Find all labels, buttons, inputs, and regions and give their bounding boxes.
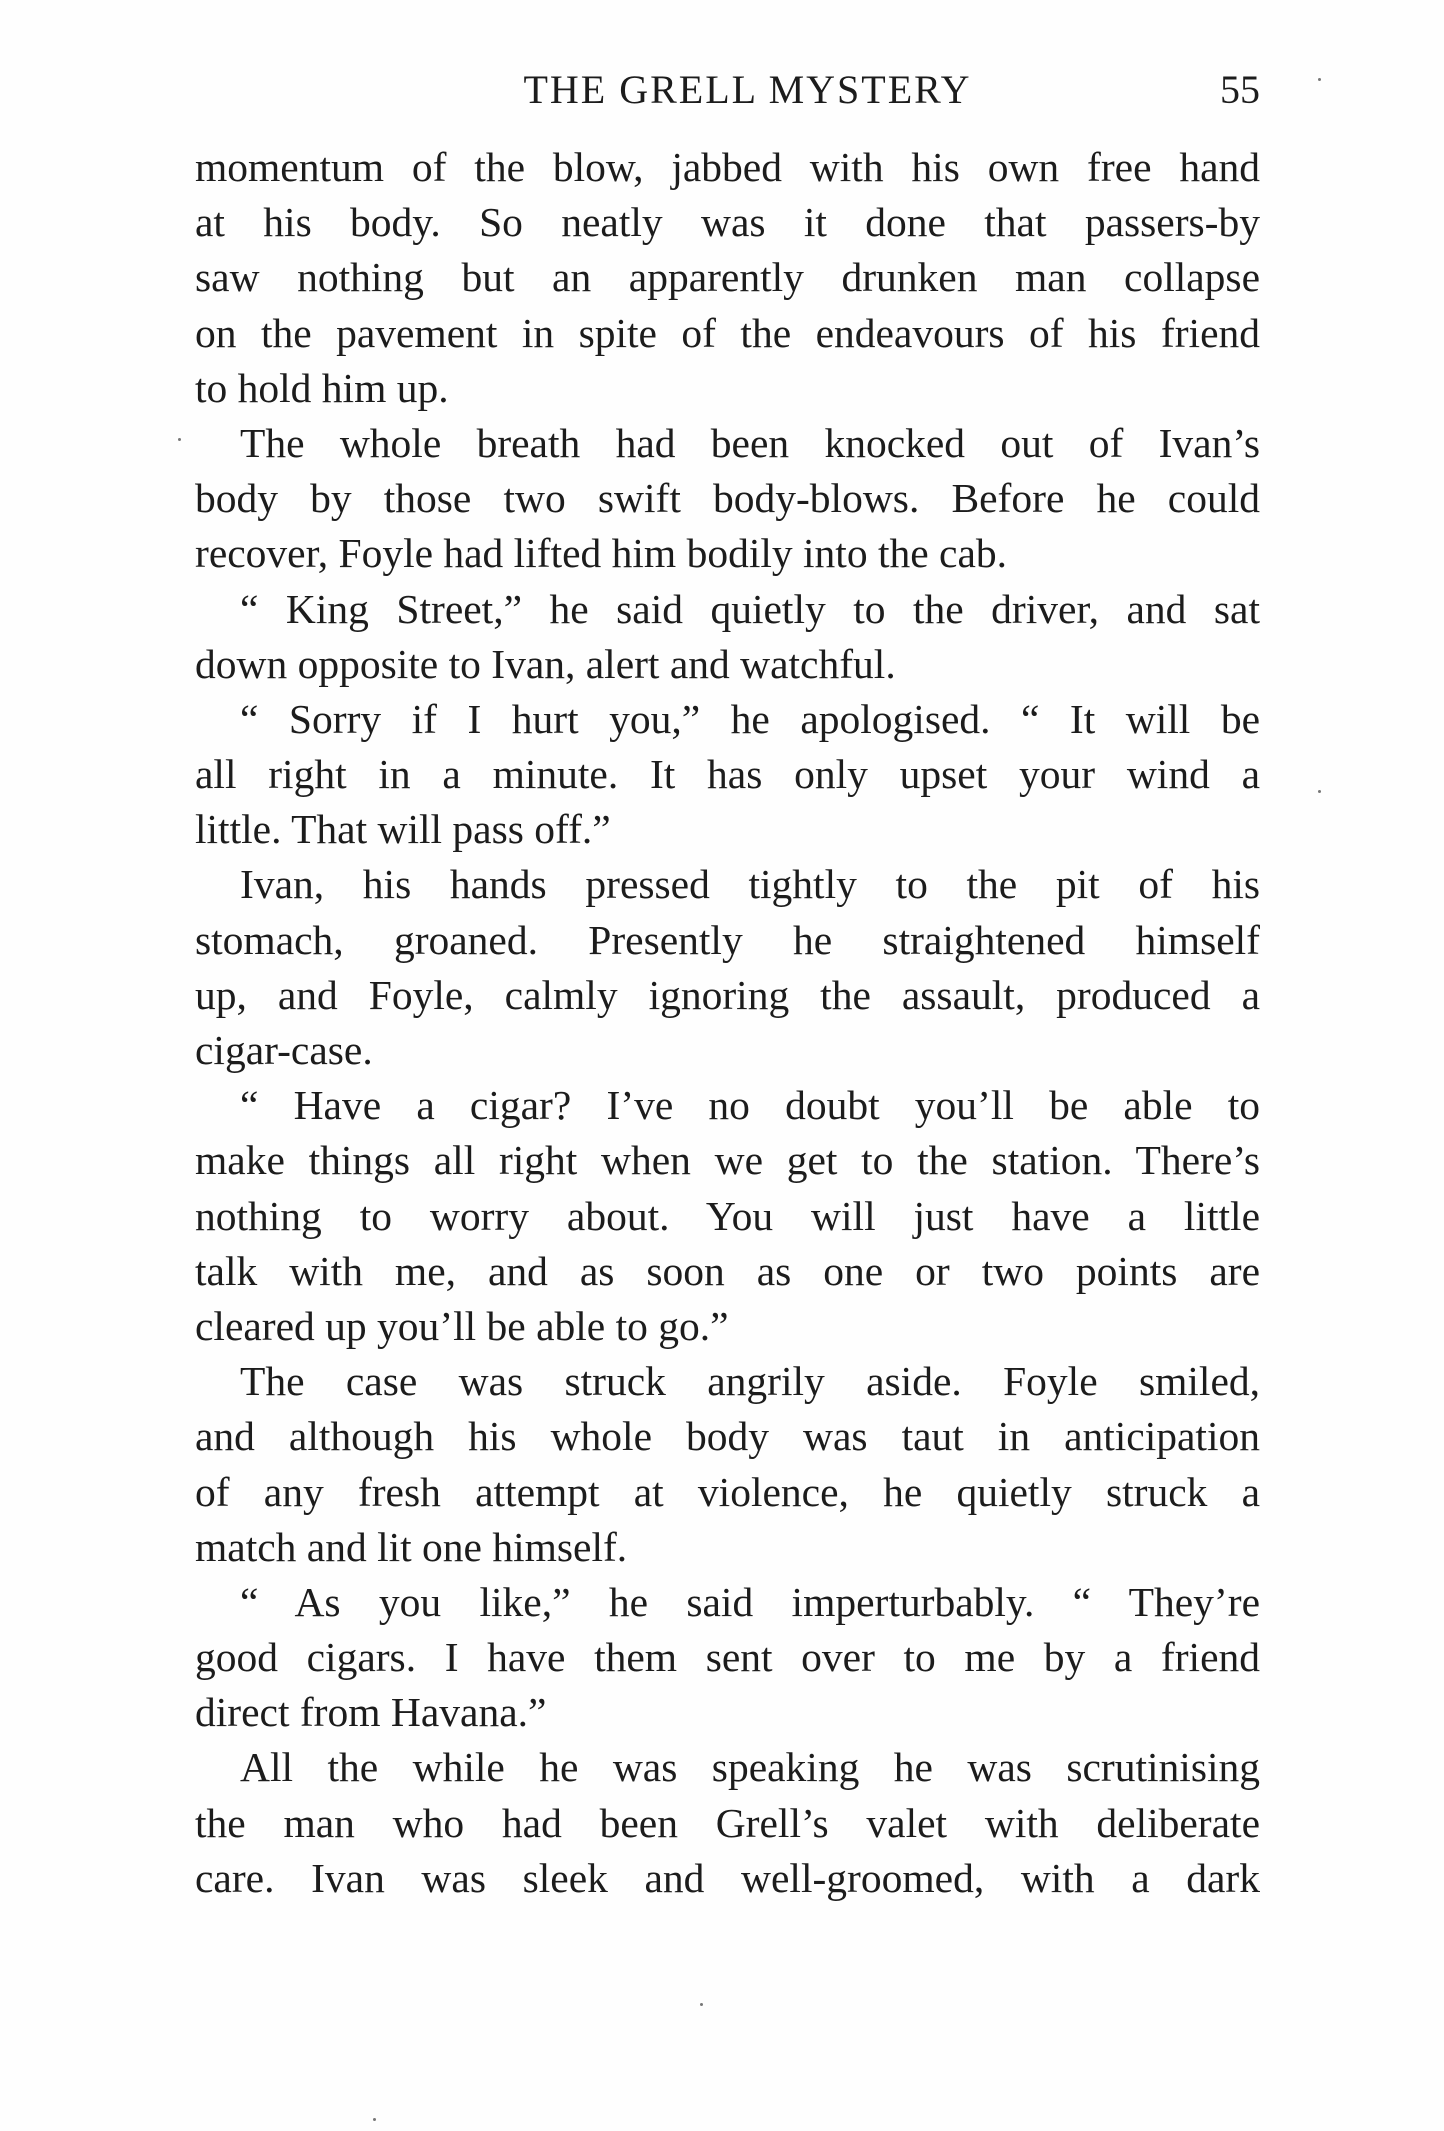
text-line: momentum of the blow, jabbed with his own free hand — [195, 144, 1260, 190]
text-line: on the pavement in spite of the endeavours of his friend — [195, 309, 1260, 356]
text-line: the man who had been Grell’s valet with deliberate — [195, 1799, 1260, 1846]
page-header — [195, 62, 1260, 118]
text-line: The whole breath had been knocked out of Ivan’s — [240, 419, 1260, 466]
text-line: match and lit one himself. — [195, 1523, 628, 1570]
paper-speck — [373, 2118, 376, 2121]
paper-speck — [1318, 78, 1321, 81]
text-line: stomach, groaned. Presently he straightened himself — [195, 916, 1260, 963]
text-line: care. Ivan was sleek and well-groomed, with a dark — [195, 1854, 1260, 1901]
text-line: “ King Street,” he said quietly to the driver, and sat — [240, 585, 1260, 632]
body-text — [195, 140, 1260, 1906]
paper-speck — [700, 2003, 703, 2006]
running-title: THE GRELL MYSTERY — [523, 67, 972, 112]
page-number: 55 — [1220, 67, 1260, 112]
text-line: body by those two swift body-blows. Before he could — [195, 475, 1260, 522]
text-line: All the while he was speaking he was scrutinising — [240, 1744, 1260, 1791]
text-line: up, and Foyle, calmly ignoring the assault, produced a — [195, 971, 1260, 1018]
text-line: to hold him up. — [195, 364, 449, 411]
text-line: cleared up you’ll be able to go.” — [195, 1302, 729, 1349]
text-line: saw nothing but an apparently drunken man collapse — [195, 254, 1260, 301]
text-line: The case was struck angrily aside. Foyle smiled, — [240, 1358, 1260, 1405]
text-line: cigar-case. — [195, 1027, 373, 1073]
text-line: recover, Foyle had lifted him bodily into the cab. — [195, 530, 1007, 577]
text-line: and although his whole body was taut in anticipation — [195, 1413, 1260, 1460]
text-line: good cigars. I have them sent over to me by a friend — [195, 1634, 1260, 1681]
text-line: talk with me, and as soon as one or two points are — [195, 1247, 1260, 1294]
text-line: of any fresh attempt at violence, he quietly struck a — [195, 1468, 1260, 1515]
text-line: make things all right when we get to the station. There’s — [195, 1137, 1260, 1184]
text-line: at his body. So neatly was it done that passers-by — [195, 199, 1260, 246]
text-line: “ Have a cigar? I’ve no doubt you’ll be able to — [240, 1082, 1260, 1129]
text-line: little. That will pass off.” — [195, 806, 611, 853]
paper-speck — [178, 438, 181, 441]
text-line: down opposite to Ivan, alert and watchful. — [195, 640, 896, 687]
text-line: all right in a minute. It has only upset your wind a — [195, 751, 1260, 798]
text-line: direct from Havana.” — [195, 1689, 547, 1736]
text-line: nothing to worry about. You will just have a little — [195, 1192, 1260, 1239]
text-line: Ivan, his hands pressed tightly to the pit of his — [240, 861, 1260, 908]
text-line: “ Sorry if I hurt you,” he apologised. “ It will be — [240, 695, 1260, 742]
text-line: “ As you like,” he said imperturbably. “ They’re — [240, 1578, 1260, 1625]
paper-speck — [1318, 790, 1321, 793]
